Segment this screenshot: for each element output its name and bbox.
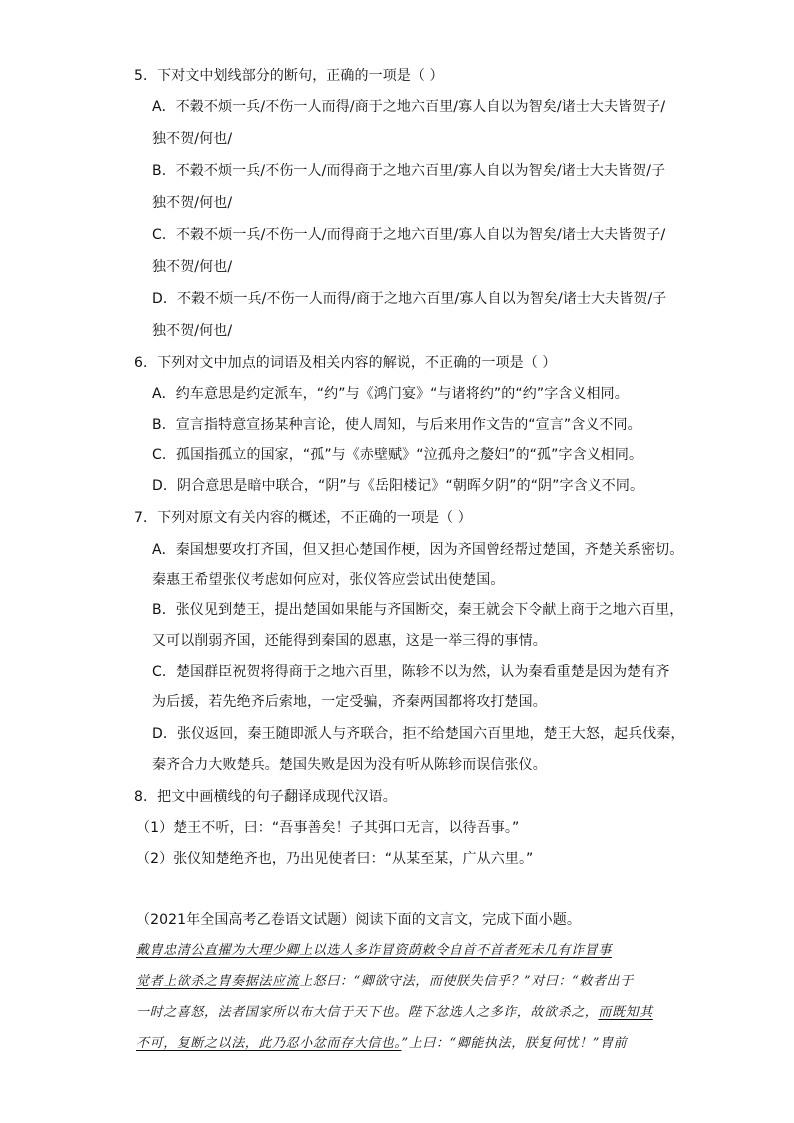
underlined-text: 不可，复断之以法，此乃忍小忿而存大信也。 <box>136 1036 402 1051</box>
question-6-stem: 6．下列对文中加点的词语及相关内容的解说，不正确的一项是（ ） <box>134 355 557 371</box>
q6-option-a: A．约车意思是约定派车，“约”与《鸿门宴》“与诸将约”的“约”字含义相同。 <box>152 386 629 402</box>
passage-line-4 <box>136 1034 659 1054</box>
q5-option-b-line2: 独不贺/何也/ <box>152 195 233 211</box>
q6-option-d: D．阴合意思是暗中联合，“阴”与《岳阳楼记》“朝晖夕阴”的“阴”字含义不同。 <box>152 478 645 494</box>
q6-option-c: C．孤国指孤立的国家，“孤”与《赤壁赋》“泣孤舟之嫠妇”的“孤”字含义相同。 <box>152 447 644 463</box>
q7-option-a-line2: 秦惠王希望张仪考虑如何应对，张仪答应尝试出使楚国。 <box>152 572 505 588</box>
q7-option-d-line1: D．张仪返回，秦王随即派人与齐联合，拒不给楚国六百里地，楚王大怒，起兵伐秦， <box>152 726 685 742</box>
q7-option-b-line2: 又可以削弱齐国，还能得到秦国的恩惠，这是一举三得的事情。 <box>152 633 547 649</box>
underlined-text: 戴胄忠清公直擢为大理少卿上以选人多诈冒资荫敕令自首不首者死未几有诈冒事 <box>136 943 613 958</box>
q8-sentence-2: （2）张仪知楚绝齐也，乃出见使者曰：“从某至某，广从六里。” <box>136 851 534 867</box>
question-7-stem: 7．下列对原文有关内容的概述，不正确的一项是（ ） <box>134 510 472 526</box>
q7-option-c-line2: 为后援，若先绝齐后索地，一定受骗，齐秦两国都将攻打楚国。 <box>152 694 547 710</box>
q5-option-d-line1: D．不穀不烦一兵/不伤一人而得/商于之地六百里/寡人自以为智矣/诸士大夫皆贺/子 <box>152 291 667 307</box>
q5-option-a-line2: 独不贺/何也/ <box>152 131 233 147</box>
passage-line-3 <box>136 1003 659 1023</box>
passage-line-1 <box>136 941 659 961</box>
q8-sentence-1: （1）楚王不听，曰：“吾事善矣！子其弭口无言，以待吾事。” <box>136 820 520 836</box>
q7-option-a-line1: A．秦国想要攻打齐国，但又担心楚国作梗，因为齐国曾经帮过楚国，齐楚关系密切。 <box>152 542 684 558</box>
passage-text: 一时之喜怒，法者国家所以布大信于天下也。陛下忿选人之多诈，故欲杀之， <box>136 1005 599 1020</box>
q7-option-c-line1: C．楚国群臣祝贺将得商于之地六百里，陈轸不以为然，认为秦看重楚是因为楚有齐 <box>152 664 670 680</box>
q6-option-b: B．宣言指特意宣扬某种言论，使人周知，与后来用作文告的“宣言”含义不同。 <box>152 417 642 433</box>
underlined-text: 而既知其 <box>598 1005 653 1020</box>
q7-option-b-line1: B．张仪见到楚王，提出楚国如果能与齐国断交，秦王就会下令献上商于之地六百里， <box>152 602 684 618</box>
underlined-text: 觉者上欲杀之胄奏据法应流 <box>136 974 300 989</box>
question-5-stem: 5．下对文中划线部分的断句，正确的一项是（ ） <box>134 68 444 84</box>
passage-text: ”上曰：“卿能执法，朕复何忧！”胄前 <box>401 1036 628 1051</box>
passage-text: 上怒曰：“卿欲守法，而使朕失信乎？”对曰：“敕者出于 <box>299 974 634 989</box>
passage-intro: （2021年全国高考乙卷语文试题）阅读下面的文言文，完成下面小题。 <box>136 912 581 928</box>
q7-option-d-line2: 秦齐合力大败楚兵。楚国失败是因为没有听从陈轸而误信张仪。 <box>152 757 547 773</box>
question-8-stem: 8．把文中画横线的句子翻译成现代汉语。 <box>134 789 397 805</box>
q5-option-d-line2: 独不贺/何也/ <box>152 323 233 339</box>
q5-option-b-line1: B．不穀不烦一兵/不伤一人/而得商于之地六百里/寡人自以为智矣/诸士大夫皆贺/子 <box>152 163 666 179</box>
passage-line-2 <box>136 972 659 992</box>
q5-option-c-line2: 独不贺/何也/ <box>152 259 233 275</box>
q5-option-a-line1: A．不穀不烦一兵/不伤一人而得/商于之地六百里/寡人自以为智矣/诸士大夫皆贺子/ <box>152 99 666 115</box>
q5-option-c-line1: C．不穀不烦一兵/不伤一人/而得商于之地六百里/寡人自以为智矣/诸士大夫皆贺子/ <box>152 227 666 243</box>
